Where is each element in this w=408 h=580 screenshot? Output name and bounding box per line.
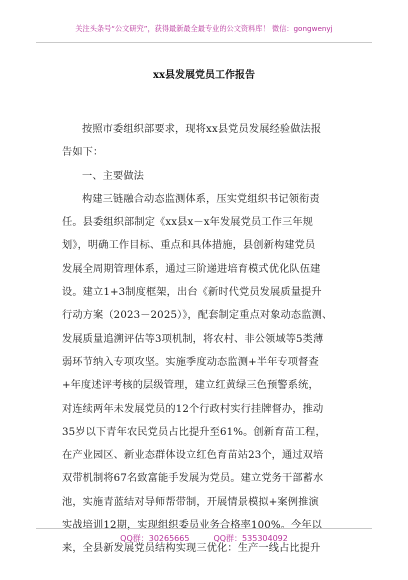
qq-group-2-number: 535304092	[242, 534, 288, 543]
page-header-banner	[0, 24, 408, 34]
body-line: 设。建立1+3制度框架，出台《新时代党员发展质量提升	[62, 287, 322, 299]
body-line: 双带机制将67名致富能手发展为党员。建立党务干部蓄水	[62, 473, 324, 485]
body-line: 池，实施青蓝结对导师帮带制，开展情景模拟+案例推演	[62, 496, 319, 508]
body-line: 对连续两年未发展党员的12个行政村实行挂牌督办，推动	[62, 403, 324, 415]
body-line: 发展全周期管理体系，通过三阶递进培育模式优化队伍建	[62, 263, 321, 275]
document-body	[62, 118, 362, 561]
intro-paragraph	[62, 118, 362, 165]
footer-divider	[36, 528, 372, 529]
section-heading	[62, 165, 362, 188]
document-title: xx县发展党员工作报告	[153, 70, 255, 81]
header-divider	[36, 42, 372, 43]
body-line: 发展质量追溯评估等3项机制，将农村、非公领域等5类薄	[62, 333, 324, 345]
body-line: 弱环节纳入专项攻坚。实施季度动态监测+半年专项督查	[62, 356, 319, 368]
body-line: 35岁以下青年农民党员占比提升至61%。创新育苗工程，	[62, 426, 326, 438]
qq-group-1-label: QQ群：	[120, 534, 149, 543]
body-line: 告如下：	[62, 147, 104, 159]
body-line: 行动方案（2023－2025）》，配套制定重点对象动态监测、	[62, 310, 333, 322]
body-line: +年度述评考核的层级管理，建立红黄绿三色预警系统，	[62, 380, 319, 392]
body-line: 一、主要做法	[82, 170, 145, 182]
qq-group-1-number: 30265665	[148, 534, 190, 543]
body-line: 构建三链融合动态监测体系，压实党组织书记领衔责	[82, 193, 320, 205]
body-line: 划》，明确工作目标、重点和具体措施，县创新构建党员	[62, 240, 316, 252]
header-text: 关注头条号“公文研究”，获得最新最全最专业的公文资料库！ 微信：gongwenyj	[75, 24, 333, 33]
body-line: 任。县委组织部制定《xx县x－x年发展党员工作三年规	[62, 217, 314, 229]
page-footer-banner	[0, 533, 408, 544]
body-line: 来，全县新发展党员结构实现三优化：生产一线占比提升	[62, 543, 321, 555]
body-line: 实战培训12期，实现组织委员业务合格率100%。今年以	[62, 520, 323, 532]
qq-group-2-label: QQ群：	[213, 534, 243, 543]
section-paragraph	[62, 188, 362, 561]
body-line: 按照市委组织部要求，现将xx县党员发展经验做法报	[82, 124, 322, 135]
body-line: 在产业园区、新业态群体设立红色育苗站23个，通过双培	[62, 450, 324, 462]
